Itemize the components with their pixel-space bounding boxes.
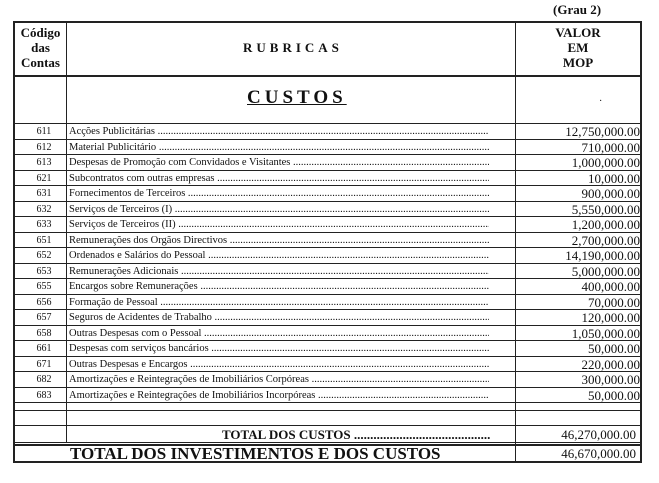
header-separator [15,75,640,77]
code-column-header [15,25,66,70]
rubricas-header: RUBRICAS [243,40,343,55]
row-value: 1,200,000.00 [571,217,640,232]
row-value: 14,190,000.00 [565,248,640,263]
table-row [15,248,644,263]
row-separator [15,263,640,264]
row-separator [15,232,640,233]
row-description: Ordenados e Salários do Pessoal ..... [69,248,489,263]
value-header-line: VALOR [555,25,601,40]
row-separator [15,185,640,186]
row-description: Seguros de Acidentes de Trabalho ..... [69,310,489,325]
row-description: Subcontratos com outras empresas ..... [69,171,489,186]
row-description: Despesas de Promoção com Convidados e Visitantes ..... [69,155,489,170]
grand-total-label: TOTAL DOS INVESTIMENTOS E DOS CUSTOS [70,444,441,463]
row-value: 70,000.00 [588,294,640,310]
table-row [15,264,644,279]
grand-total-value: 46,670,000.00 [561,446,636,461]
row-description: Material Publicitário ..... [69,140,489,155]
row-separator [15,356,640,357]
table-row [15,186,644,201]
row-description: Amortizações e Reintegrações de Imobiliários Incorpóreas ..... [69,388,489,403]
row-description: Serviços de Terceiros (II) ..... [69,217,489,232]
row-separator [15,170,640,171]
row-code: 682 [36,374,52,385]
row-value: 10,000.00 [588,170,640,186]
row-code: 657 [36,312,52,323]
row-separator [15,402,640,403]
table-row [15,357,644,372]
table-row [15,140,644,155]
row-value: 2,700,000.00 [571,232,640,248]
row-separator [15,201,640,202]
row-separator [15,387,640,388]
row-code: 661 [36,343,52,354]
row-description: Fornecimentos de Terceiros ..... [69,186,489,201]
table-row [15,233,644,248]
table-row [15,124,644,139]
table-row [15,310,644,325]
table-row [15,202,644,217]
value-header-line: EM [567,40,589,55]
row-value: 300,000.00 [581,372,640,387]
grade-label: (Grau 2) [553,2,602,17]
code-header-line: Código [20,25,61,40]
row-separator [15,294,640,295]
row-value: 120,000.00 [581,310,640,325]
row-code: 621 [36,172,52,184]
table-row [15,295,644,310]
row-code: 656 [36,296,52,308]
row-separator [15,154,640,155]
row-description: Remunerações dos Orgãos Directivos ..... [69,233,489,248]
table-row [15,155,644,170]
row-code: 653 [36,265,52,277]
row-description: Amortizações e Reintegrações de Imobiliários Corpóreas ..... [69,372,489,387]
row-description: Encargos sobre Remunerações ..... [69,279,489,294]
row-code: 658 [36,327,52,339]
row-value: 5,000,000.00 [571,263,640,279]
table-row [15,171,644,186]
row-description: Outras Despesas com o Pessoal ..... [69,326,489,341]
row-code: 632 [36,203,52,215]
row-value: 50,000.00 [588,387,640,403]
row-separator [15,425,640,426]
row-code: 655 [36,281,52,292]
row-value: 220,000.00 [581,356,640,372]
row-code: 611 [36,126,52,137]
row-code: 633 [36,219,52,230]
row-code: 652 [36,250,52,261]
table-row [15,372,644,387]
total-costs-label: TOTAL DOS CUSTOS .......................................... [222,427,491,442]
row-value: 710,000.00 [581,139,640,155]
total-costs-value: 46,270,000.00 [561,427,636,442]
row-code: 651 [36,234,52,246]
row-value: 1,050,000.00 [571,325,640,341]
row-code: 671 [36,358,52,370]
costs-table [13,21,642,463]
row-value: 5,550,000.00 [571,201,640,217]
table-row [15,279,644,294]
table-row [15,388,644,403]
value-column-header [516,25,640,70]
row-separator [15,278,640,279]
row-separator [15,123,640,124]
row-code: 631 [36,188,52,199]
row-value: 900,000.00 [581,186,640,201]
table-row [15,326,644,341]
row-value: 12,750,000.00 [565,124,640,139]
row-value: 1,000,000.00 [571,155,640,170]
value-header-line: MOP [562,55,594,70]
row-description: Remunerações Adicionais ..... [69,264,489,279]
row-description: Serviços de Terceiros (I) ..... [69,202,489,217]
row-code: 612 [36,141,52,153]
row-separator [15,325,640,326]
code-header-line: Contas [20,55,60,70]
row-separator [15,340,640,341]
row-separator [15,371,640,372]
row-description: Acções Publicitárias ..... [69,124,489,139]
row-separator [15,139,640,140]
table-row [15,341,644,356]
stray-mark: · [599,96,603,107]
row-separator [15,247,640,248]
row-value: 50,000.00 [588,341,640,356]
table-row [15,217,644,232]
row-description: Outras Despesas e Encargos ..... [69,357,489,372]
row-separator [15,309,640,310]
section-title: CUSTOS [247,87,347,108]
row-separator [15,410,640,411]
row-code: 683 [36,389,52,401]
row-description: Despesas com serviços bancários ..... [69,341,489,356]
code-header-line: das [31,40,50,55]
row-value: 400,000.00 [581,279,640,294]
row-description: Formação de Pessoal ..... [69,295,489,310]
row-code: 613 [36,157,52,168]
row-separator [15,216,640,217]
